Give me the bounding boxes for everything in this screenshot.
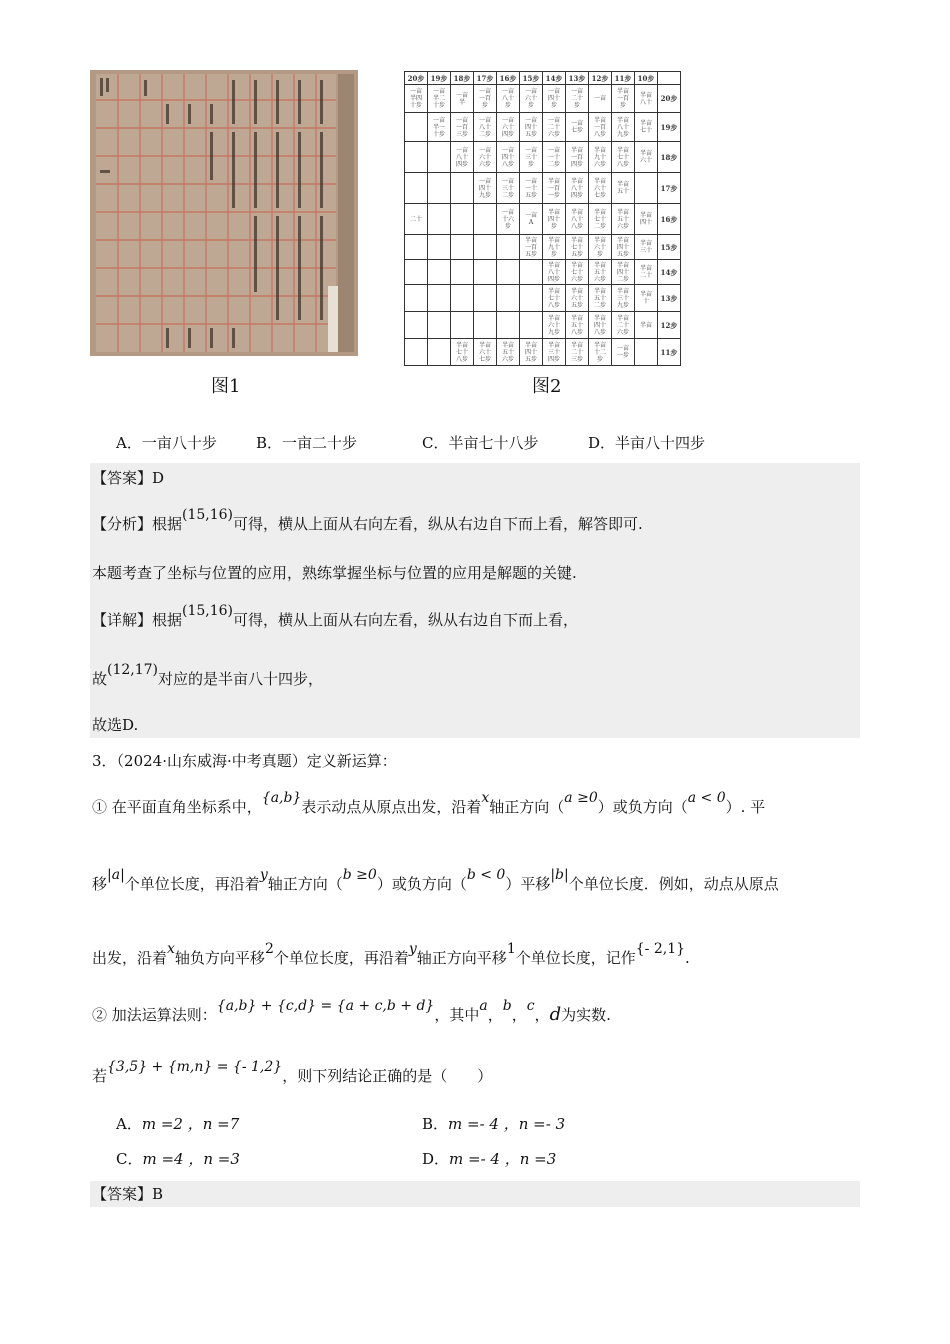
q3-l3-period: . xyxy=(685,949,690,967)
grid-header-cell: 13步 xyxy=(566,72,589,85)
q3-option-c xyxy=(116,1148,240,1170)
q3-l3-var-x: x xyxy=(167,941,175,957)
analysis-label: 【分析】根据 xyxy=(92,515,183,533)
grid-row-label: 14步 xyxy=(658,260,681,285)
grid-cell: 半亩 一百 四步 xyxy=(566,142,589,173)
grid-cell: 半亩 七十 八步 xyxy=(543,285,566,312)
grid-cell: 一亩 二十 六步 xyxy=(543,113,566,142)
grid-cell: 半亩 五十 二步 xyxy=(589,285,612,312)
grid-header-cell: 10步 xyxy=(635,72,658,85)
grid-cell xyxy=(635,339,658,366)
grid-cell xyxy=(451,204,474,235)
analysis-note: 本题考查了坐标与位置的应用，熟练掌握坐标与位置的应用是解题的关键. xyxy=(92,564,577,582)
land-grid-table xyxy=(404,71,681,366)
grid-header-cell: 17步 xyxy=(474,72,497,85)
grid-row-label: 13步 xyxy=(658,285,681,312)
q3-l4-comma-2: ， xyxy=(511,1006,527,1024)
ancient-map-photo xyxy=(90,70,358,356)
grid-cell xyxy=(405,173,428,204)
q3-l2-var-y: y xyxy=(259,867,268,883)
grid-cell: 半亩 七十 八步 xyxy=(612,142,635,173)
q3-l1-text-e: 轴正方向（ xyxy=(489,798,565,816)
q3-l1-cond-a-ge: a ≥0 xyxy=(564,790,598,806)
grid-cell: 半亩 一百 步 xyxy=(612,85,635,113)
q3-l4-text-c: ，其中 xyxy=(434,1006,480,1024)
grid-cell: 半亩 四十 五步 xyxy=(520,339,543,366)
grid-header-cell: 19步 xyxy=(428,72,451,85)
q3-l3-text-a: 出发，沿着 xyxy=(92,949,168,967)
q3-l2-abs-a: |a| xyxy=(107,867,125,883)
grid-row-label: 16步 xyxy=(658,204,681,235)
grid-cell xyxy=(520,285,543,312)
grid-row-label: 15步 xyxy=(658,235,681,260)
q3-l4-var-d: d xyxy=(549,1004,562,1025)
q3-l3-text-c: 轴负方向平移 xyxy=(174,949,265,967)
q3-l2-text-g: ）或负方向（ xyxy=(376,875,467,893)
grid-row-label: 18步 xyxy=(658,142,681,173)
grid-cell: 半亩 七十 五步 xyxy=(566,235,589,260)
q3-l2-text-k: 个单位长度．例如，动点从原点 xyxy=(568,875,779,893)
q3-l2-text-c: 个单位长度，再沿着 xyxy=(124,875,260,893)
q3-l3-var-y: y xyxy=(408,941,417,957)
grid-cell: 半亩 四十 五步 xyxy=(612,235,635,260)
q3-l1-expr-ab: {a,b} xyxy=(261,790,302,806)
grid-cell xyxy=(474,235,497,260)
detail-line xyxy=(92,603,579,632)
grid-cell xyxy=(405,260,428,285)
grid-header-cell: 18步 xyxy=(451,72,474,85)
q3-l4-comma-1: ， xyxy=(487,1006,503,1024)
grid-cell: 半亩 十 xyxy=(635,285,658,312)
grid-cell: 一亩 半二 十步 xyxy=(428,85,451,113)
grid-cell xyxy=(405,312,428,339)
grid-cell: 半亩 八十 四步 xyxy=(566,173,589,204)
grid-cell: 一亩 半一 十步 xyxy=(428,113,451,142)
grid-cell: 半亩 二十 xyxy=(635,260,658,285)
option-b: B．一亩二十步 xyxy=(256,434,358,452)
grid-cell: 半亩 五十 六步 xyxy=(589,260,612,285)
analysis-line xyxy=(92,507,643,536)
grid-cell: 半亩 五十 八步 xyxy=(566,312,589,339)
grid-row-label: 20步 xyxy=(658,85,681,113)
grid-cell: 一亩 八十 步 xyxy=(497,85,520,113)
grid-cell xyxy=(405,142,428,173)
grid-cell xyxy=(451,312,474,339)
q3-answer-line: 【答案】B xyxy=(92,1185,164,1203)
grid-cell: 半亩 四十 八步 xyxy=(589,312,612,339)
solution-block xyxy=(90,463,860,738)
q3-option-b-text: m =- 4 ，n =- 3 xyxy=(448,1115,566,1133)
grid-cell: 一亩 七步 xyxy=(566,113,589,142)
grid-cell xyxy=(520,260,543,285)
grid-cell: 半亩 六十 七步 xyxy=(589,173,612,204)
detail-coord: (15,16) xyxy=(182,603,234,619)
grid-cell: 一亩 A xyxy=(520,204,543,235)
grid-cell xyxy=(474,312,497,339)
q3-line-2 xyxy=(92,867,779,896)
grid-cell: 半亩 七十 六步 xyxy=(566,260,589,285)
grid-row xyxy=(405,235,681,260)
grid-header-row xyxy=(405,72,681,85)
grid-header-cell: 11步 xyxy=(612,72,635,85)
detail-label: 【详解】根据 xyxy=(92,611,183,629)
option-d: D．半亩八十四步 xyxy=(588,434,706,452)
grid-cell xyxy=(497,235,520,260)
grid-cell: 半亩 五十 xyxy=(612,173,635,204)
q3-l5-text-a: 若 xyxy=(92,1067,108,1085)
q3-l5-equation: {3,5} + {m,n} = {- 1,2} xyxy=(107,1059,283,1075)
grid-row-label: 12步 xyxy=(658,312,681,339)
detail2-text: 对应的是半亩八十四步， xyxy=(158,670,324,688)
grid-cell: 半亩 五十 六步 xyxy=(612,204,635,235)
grid-row xyxy=(405,173,681,204)
q3-l2-text-e: 轴正方向（ xyxy=(267,875,343,893)
grid-cell xyxy=(520,312,543,339)
q3-option-d-text: m =- 4 ，n =3 xyxy=(449,1150,557,1168)
q3-option-b xyxy=(422,1113,565,1135)
grid-cell xyxy=(428,204,451,235)
grid-row xyxy=(405,85,681,113)
grid-cell: 半亩 一百 一步 xyxy=(543,173,566,204)
grid-row xyxy=(405,339,681,366)
grid-cell: 一亩 二十 步 xyxy=(566,85,589,113)
grid-cell: 半亩 七十 八步 xyxy=(451,339,474,366)
q3-option-b-label: B． xyxy=(422,1115,449,1133)
grid-cell: 半亩 三十 九步 xyxy=(612,285,635,312)
grid-cell: 一亩 六十 六步 xyxy=(474,142,497,173)
q3-l1-cond-a-lt: a < 0 xyxy=(687,790,726,806)
grid-row-label: 17步 xyxy=(658,173,681,204)
detail2-coord: (12,17) xyxy=(107,662,159,678)
q3-l5-text-c: ，则下列结论正确的是（ ） xyxy=(282,1067,493,1085)
grid-cell: 半亩 十二 步 xyxy=(589,339,612,366)
grid-row xyxy=(405,312,681,339)
grid-cell: 半亩 四十 二步 xyxy=(612,260,635,285)
grid-cell: 半亩 九十 六步 xyxy=(589,142,612,173)
q3-option-c-label: C． xyxy=(116,1150,143,1168)
grid-row xyxy=(405,260,681,285)
grid-cell: 半亩 三十 四步 xyxy=(543,339,566,366)
q3-l3-text-g: 轴正方向平移 xyxy=(416,949,507,967)
q3-option-a-text: m =2 ，n =7 xyxy=(141,1115,240,1133)
grid-cell: 半亩 八十 八步 xyxy=(566,204,589,235)
grid-cell: 二十 xyxy=(405,204,428,235)
q3-l3-text-e: 个单位长度，再沿着 xyxy=(273,949,409,967)
grid-cell: 一亩 一百 步 xyxy=(474,85,497,113)
q3-l2-text-a: 移 xyxy=(92,875,108,893)
grid-cell: 半亩 二十 六步 xyxy=(612,312,635,339)
grid-row xyxy=(405,285,681,312)
grid-cell: 半亩 六十 九步 xyxy=(543,312,566,339)
grid-row xyxy=(405,113,681,142)
grid-cell: 一亩 四十 九步 xyxy=(474,173,497,204)
q3-option-c-text: m =4 ，n =3 xyxy=(142,1150,240,1168)
grid-cell: 一亩 八十 四步 xyxy=(451,142,474,173)
q3-answer-block xyxy=(90,1181,860,1207)
grid-cell xyxy=(405,285,428,312)
grid-cell xyxy=(405,235,428,260)
analysis-text: 可得，横从上面从右向左看，纵从右边自下而上看，解答即可. xyxy=(233,515,643,533)
q3-l4-var-c: c xyxy=(526,998,535,1014)
q3-l2-cond-b-lt: b < 0 xyxy=(466,867,506,883)
grid-cell: 一亩 一十 五步 xyxy=(520,173,543,204)
q3-l4-text-k: 为实数. xyxy=(561,1006,611,1024)
q3-l4-var-a: a xyxy=(479,998,488,1014)
grid-cell xyxy=(451,260,474,285)
grid-cell: 半亩 六十 xyxy=(635,142,658,173)
q3-l1-text-i: ）. 平 xyxy=(725,798,766,816)
grid-cell: 一亩 四十 五步 xyxy=(520,113,543,142)
q3-l3-num-2: 2 xyxy=(264,941,274,957)
grid-cell xyxy=(474,285,497,312)
grid-cell: 半亩 xyxy=(635,312,658,339)
grid-cell xyxy=(451,235,474,260)
grid-cell: 半亩 六十 五步 xyxy=(566,285,589,312)
grid-cell xyxy=(405,339,428,366)
grid-header-cell xyxy=(658,72,681,85)
q3-line-4 xyxy=(92,998,611,1027)
grid-cell: 一亩 半 xyxy=(451,85,474,113)
q3-l1-var-x: x xyxy=(481,790,490,806)
grid-header-cell: 16步 xyxy=(497,72,520,85)
grid-cell: 半亩 二十 三步 xyxy=(566,339,589,366)
analysis-coord: (15,16) xyxy=(182,507,234,523)
grid-cell xyxy=(497,285,520,312)
grid-header-cell: 12步 xyxy=(589,72,612,85)
answer-line: 【答案】D xyxy=(92,469,165,487)
grid-header-cell: 15步 xyxy=(520,72,543,85)
q3-l3-num-1: 1 xyxy=(506,941,516,957)
q3-option-a-label: A． xyxy=(116,1115,142,1133)
grid-cell: 一亩 四十 步 xyxy=(543,85,566,113)
grid-cell: 一亩 四十 八步 xyxy=(497,142,520,173)
figure1-caption: 图1 xyxy=(211,376,241,397)
q3-l4-text-a: ② 加法运算法则： xyxy=(92,1006,217,1024)
figure2-caption: 图2 xyxy=(532,376,562,397)
option-a: A．一亩八十步 xyxy=(116,434,217,452)
q3-line-5 xyxy=(92,1059,493,1088)
grid-cell xyxy=(428,339,451,366)
grid-cell: 一亩 十六 步 xyxy=(497,204,520,235)
grid-cell xyxy=(428,142,451,173)
q3-line-3 xyxy=(92,941,690,970)
grid-cell: 一亩 一十 二步 xyxy=(543,142,566,173)
grid-cell: 半亩 七十 xyxy=(635,113,658,142)
q3-option-d xyxy=(422,1148,556,1170)
q3-option-d-label: D． xyxy=(422,1150,450,1168)
detail-line-2 xyxy=(92,662,324,691)
grid-cell: 半亩 九十 步 xyxy=(543,235,566,260)
grid-cell: 一亩 六十 步 xyxy=(520,85,543,113)
q3-l3-text-i: 个单位长度，记作 xyxy=(515,949,636,967)
grid-cell xyxy=(635,173,658,204)
q3-l2-cond-b-ge: b ≥0 xyxy=(342,867,377,883)
grid-cell: 一亩 六十 四步 xyxy=(497,113,520,142)
grid-cell xyxy=(497,312,520,339)
detail2-label: 故 xyxy=(92,670,108,688)
grid-cell: 一亩 八十 二步 xyxy=(474,113,497,142)
q3-l1-text-a: ① 在平面直角坐标系中， xyxy=(92,798,262,816)
grid-cell xyxy=(497,260,520,285)
grid-cell: 一亩 xyxy=(589,85,612,113)
grid-cell xyxy=(474,204,497,235)
grid-cell: 半亩 五十 六步 xyxy=(497,339,520,366)
grid-cell: 半亩 八十 xyxy=(635,85,658,113)
grid-cell xyxy=(428,235,451,260)
grid-cell: 半亩 一百 五步 xyxy=(520,235,543,260)
grid-cell: 半亩 八十 九步 xyxy=(612,113,635,142)
grid-cell xyxy=(451,285,474,312)
q3-l3-example: {- 2,1} xyxy=(635,941,686,957)
grid-cell xyxy=(428,312,451,339)
q3-l1-text-c: 表示动点从原点出发，沿着 xyxy=(301,798,482,816)
grid-cell: 半亩 八十 四步 xyxy=(543,260,566,285)
q3-l4-var-b: b xyxy=(502,998,512,1014)
q3-title: 3．（2024·山东威海·中考真题）定义新运算： xyxy=(92,752,397,770)
grid-cell: 半亩 三十 xyxy=(635,235,658,260)
grid-cell: 半亩 一百 八步 xyxy=(589,113,612,142)
grid-cell xyxy=(428,260,451,285)
detail-text: 可得，横从上面从右向左看，纵从右边自下而上看， xyxy=(233,611,579,629)
grid-cell: 半亩 四十 步 xyxy=(543,204,566,235)
grid-cell: 半亩 六十 步 xyxy=(589,235,612,260)
grid-cell xyxy=(428,285,451,312)
detail-line-3: 故选D. xyxy=(92,716,139,734)
q3-option-a xyxy=(116,1113,239,1135)
grid-header-cell: 20步 xyxy=(405,72,428,85)
grid-row xyxy=(405,204,681,235)
q3-l2-abs-b: |b| xyxy=(550,867,569,883)
q3-l4-rule: {a,b} + {c,d} = {a + c,b + d} xyxy=(216,998,435,1014)
grid-cell: 一亩 一百 三步 xyxy=(451,113,474,142)
q3-l4-comma-3: ， xyxy=(534,1006,550,1024)
grid-header-cell: 14步 xyxy=(543,72,566,85)
q3-l1-text-g: ）或负方向（ xyxy=(597,798,688,816)
q3-line-1 xyxy=(92,790,766,819)
grid-cell: 一亩 半四 十步 xyxy=(405,85,428,113)
grid-cell xyxy=(405,113,428,142)
grid-cell xyxy=(451,173,474,204)
grid-cell: 半亩 七十 二步 xyxy=(589,204,612,235)
grid-cell xyxy=(474,260,497,285)
grid-cell: 半亩 四十 xyxy=(635,204,658,235)
grid-row-label: 19步 xyxy=(658,113,681,142)
option-c: C．半亩七十八步 xyxy=(422,434,539,452)
grid-cell: 半亩 六十 七步 xyxy=(474,339,497,366)
grid-row xyxy=(405,142,681,173)
grid-cell: 一亩 三十 步 xyxy=(520,142,543,173)
grid-cell xyxy=(428,173,451,204)
q3-l2-text-i: ）平移 xyxy=(505,875,551,893)
grid-row-label: 11步 xyxy=(658,339,681,366)
grid-cell: 一亩 三十 二步 xyxy=(497,173,520,204)
grid-cell: 一亩 一步 xyxy=(612,339,635,366)
